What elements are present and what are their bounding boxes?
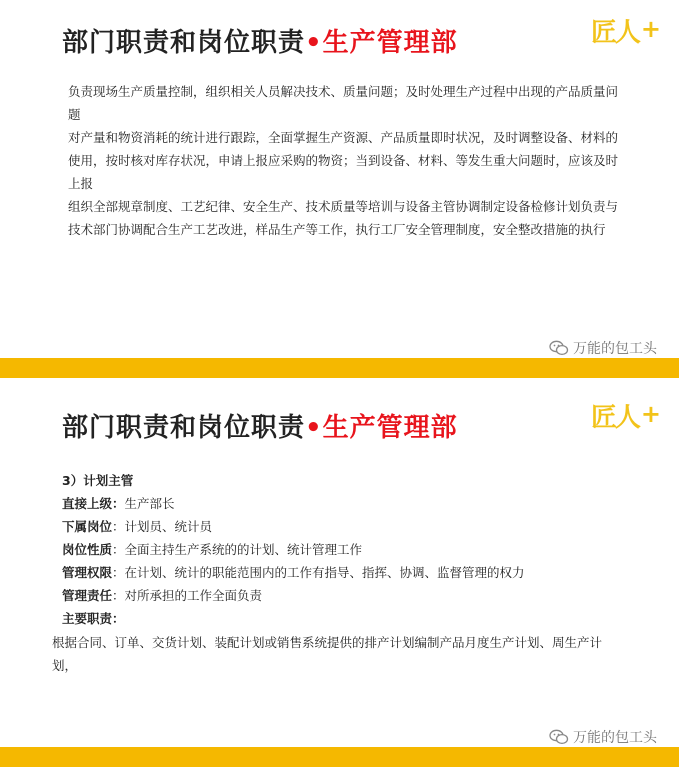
title-dot: • bbox=[305, 413, 323, 443]
yellow-band bbox=[0, 358, 679, 378]
plan-text: 根据合同、订单、交货计划、装配计划或销售系统提供的排产计划编制产品月度生产计划、周生产计划， bbox=[52, 635, 603, 673]
wechat-icon bbox=[549, 340, 569, 356]
brand-logo bbox=[591, 397, 659, 434]
row-label: 管理权限 bbox=[62, 565, 113, 580]
duty-paragraph: 组织全部规章制度、工艺纪律、安全生产、技术质量等培训与设备主管协调制定设备检修计划负责与技术部门协调配合生产工艺改进，样品生产等工作，执行工厂安全管理制度，安全整改措施的执行 bbox=[68, 199, 619, 237]
logo-text: 匠人 bbox=[590, 403, 639, 433]
role-heading-text: 3）计划主管 bbox=[62, 473, 134, 488]
row-value: ：在计划、统计的职能范围内的工作有指导、指挥、协调、监督管理的权力 bbox=[112, 565, 525, 580]
title-accent: 生产管理部 bbox=[322, 413, 458, 443]
logo-plus: + bbox=[640, 400, 659, 428]
row-label: 管理责任 bbox=[62, 588, 113, 603]
title-main: 部门职责和岗位职责 bbox=[62, 413, 306, 443]
brand-logo bbox=[591, 12, 659, 49]
role-row-authority bbox=[62, 561, 622, 584]
duty-paragraph: 对产量和物资消耗的统计进行跟踪，全面掌握生产资源、产品质量即时状况，及时调整设备、材料的使用，按时核对库存状况，申请上报应采购的物资；当到设备、材料、等发生重大问题时，应该及时上报 bbox=[68, 130, 619, 191]
slide-title bbox=[62, 407, 458, 444]
watermark-text: 万能的包工头 bbox=[573, 341, 657, 357]
watermark bbox=[549, 338, 657, 358]
yellow-band bbox=[0, 747, 679, 767]
wechat-icon bbox=[549, 729, 569, 745]
logo-text: 匠人 bbox=[590, 18, 639, 48]
duty-paragraph: 负责现场生产质量控制，组织相关人员解决技术、质量问题；及时处理生产过程中出现的产品质量问题 bbox=[68, 84, 619, 122]
row-value: ：对所承担的工作全面负责 bbox=[112, 588, 263, 603]
row-label: 下属岗位 bbox=[62, 519, 113, 534]
row-value: 生产部长 bbox=[124, 496, 175, 511]
title-dot: • bbox=[305, 28, 323, 58]
title-main: 部门职责和岗位职责 bbox=[62, 28, 306, 58]
role-row-subordinates bbox=[62, 515, 622, 538]
role-heading bbox=[62, 469, 622, 492]
role-row-superior bbox=[62, 492, 622, 515]
row-label: 岗位性质 bbox=[62, 542, 113, 557]
row-value: ：全面主持生产系统的的计划、统计管理工作 bbox=[112, 542, 363, 557]
role-details bbox=[62, 469, 622, 630]
logo-plus: + bbox=[640, 15, 659, 43]
role-row-nature bbox=[62, 538, 622, 561]
slide-2 bbox=[0, 385, 679, 770]
row-value: ：计划员、统计员 bbox=[112, 519, 213, 534]
watermark-text: 万能的包工头 bbox=[573, 730, 657, 746]
duties-text bbox=[68, 80, 628, 241]
role-row-responsibility bbox=[62, 584, 622, 607]
slide-title bbox=[62, 22, 458, 59]
title-accent: 生产管理部 bbox=[322, 28, 458, 58]
row-label: 主要职责： bbox=[62, 611, 125, 626]
watermark bbox=[549, 727, 657, 747]
role-row-main-duties bbox=[62, 607, 622, 630]
row-label: 直接上级： bbox=[62, 496, 125, 511]
